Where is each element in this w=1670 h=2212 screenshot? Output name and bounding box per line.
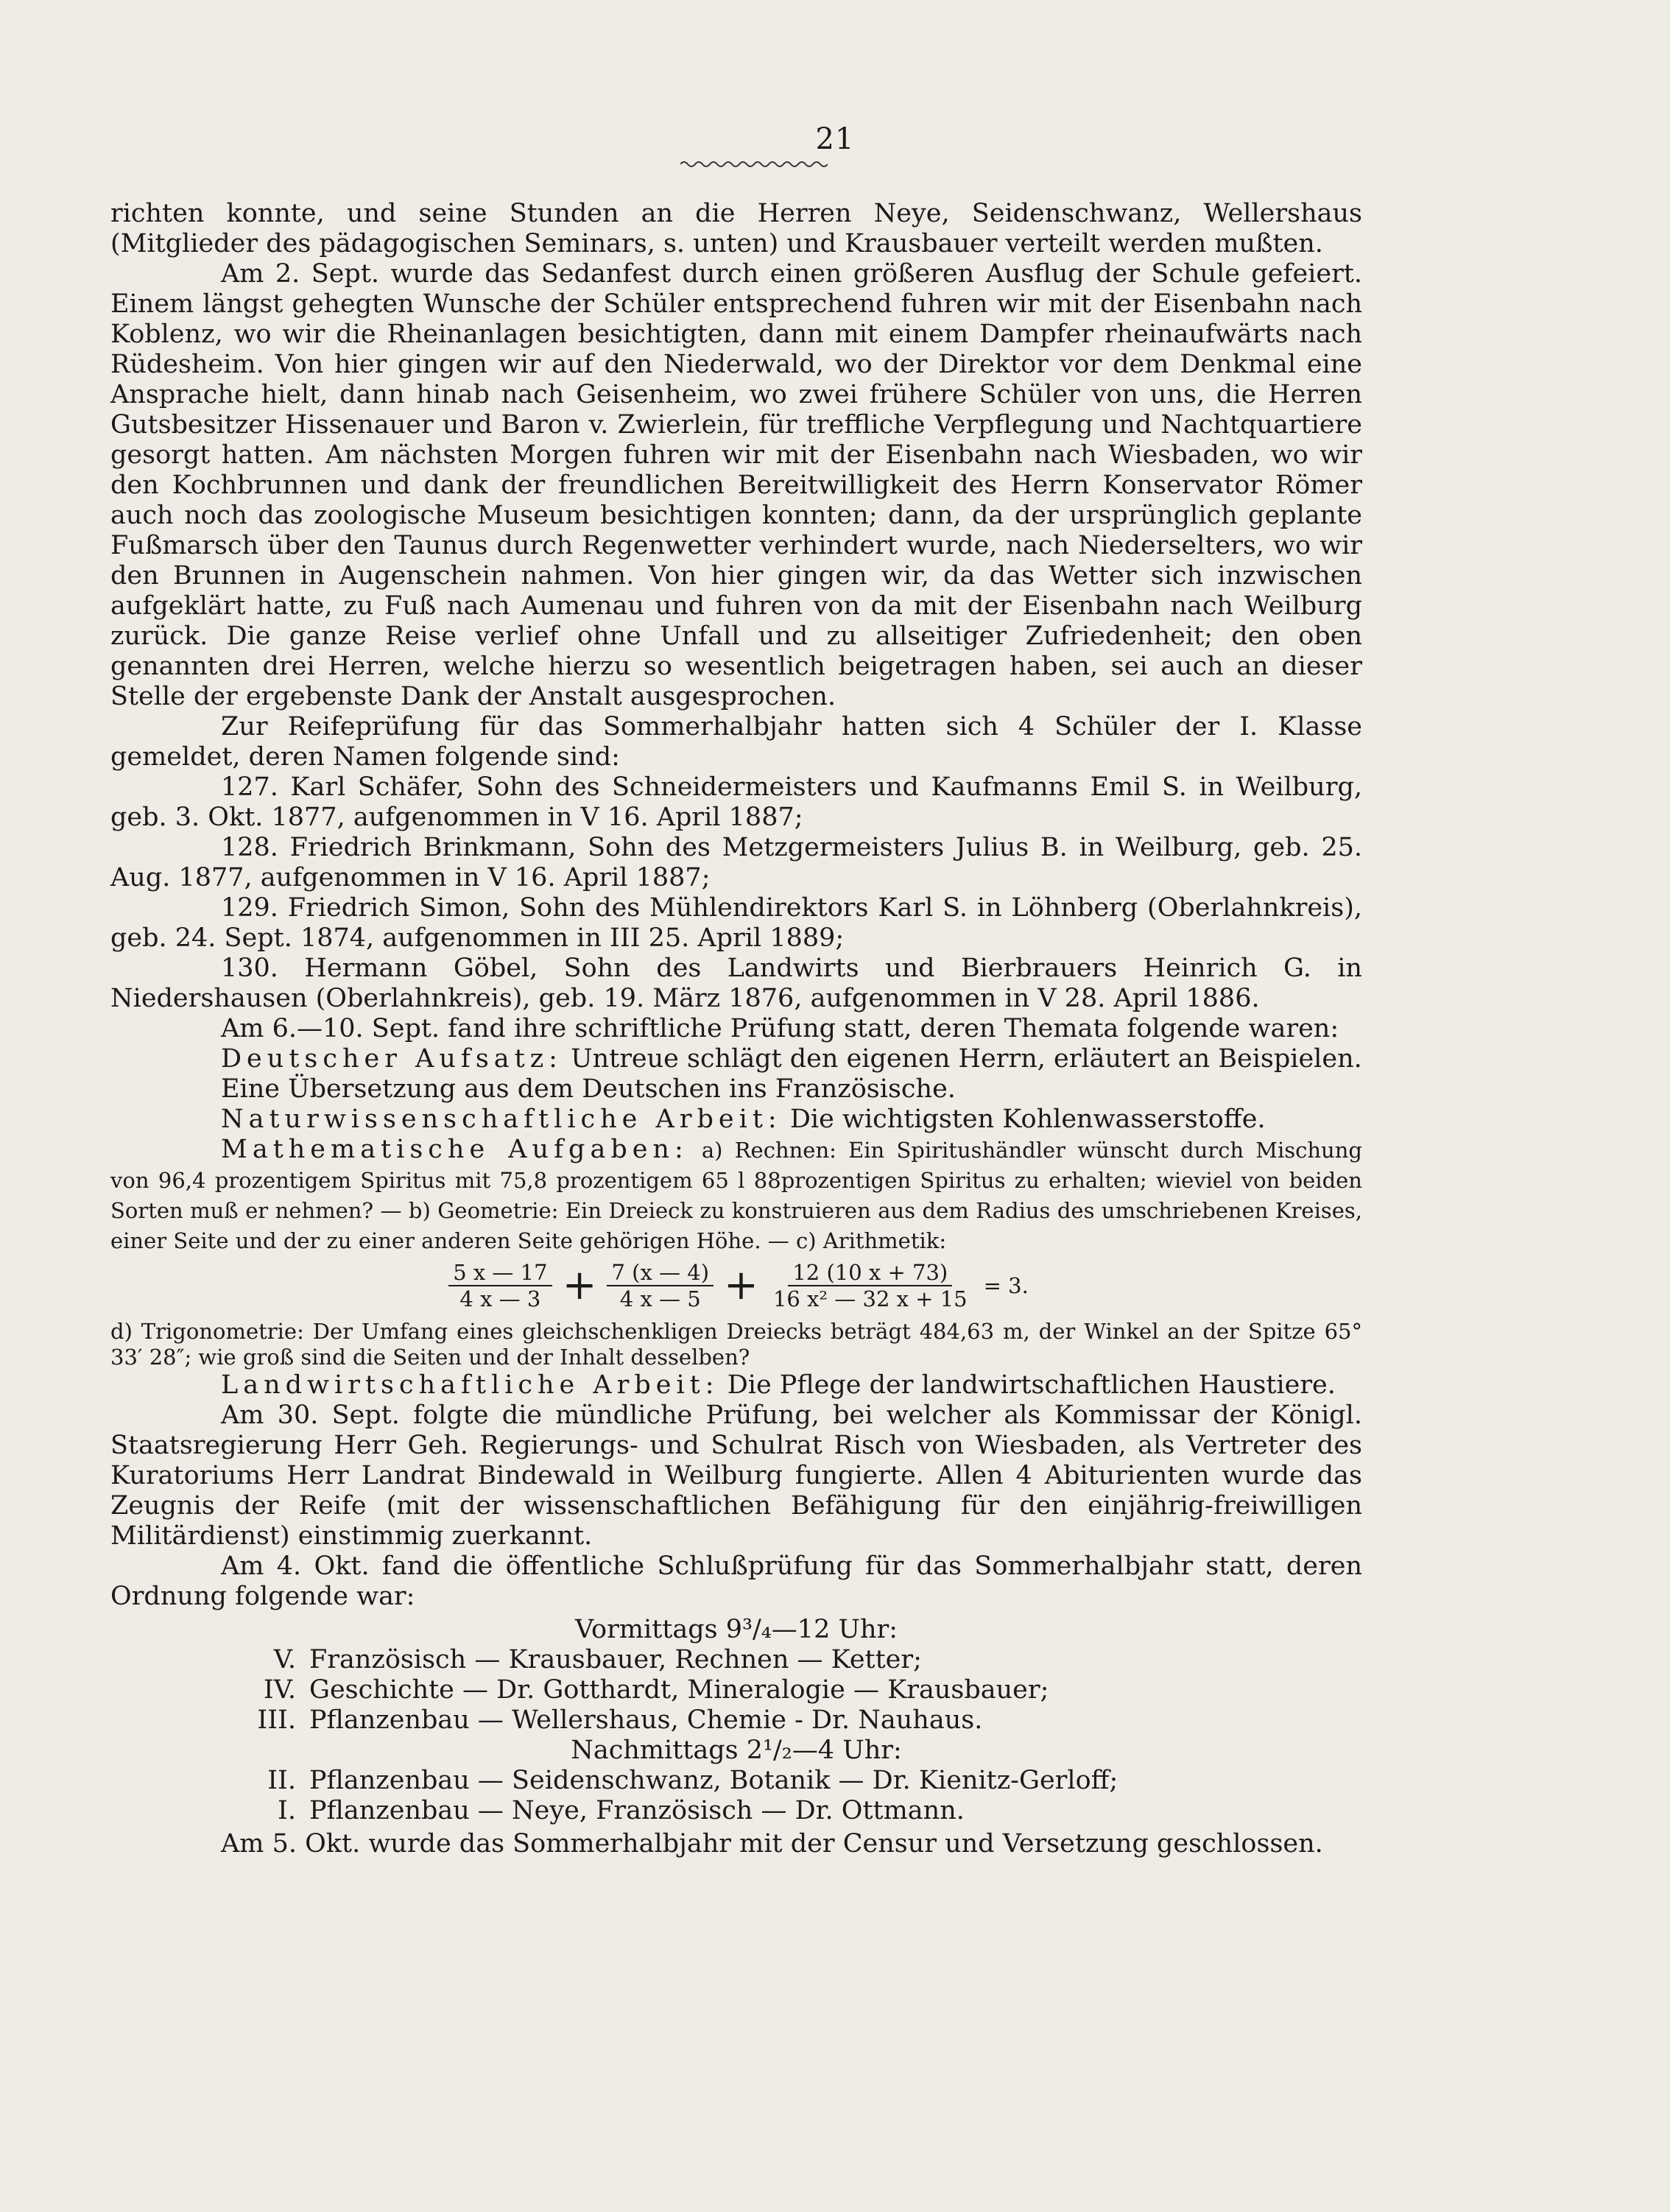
wavy-rule	[680, 159, 828, 169]
exam-land: Landwirtschaftliche Arbeit: Die Pflege der landwirtschaftlichen Haustiere.	[221, 1370, 1336, 1400]
fraction: $\frac{5 x — 17}{4 x — 3}$	[448, 1260, 552, 1311]
schedule-row: III. Pflanzenbau — Wellershaus, Chemie - Dr. Nauhaus.	[257, 1705, 983, 1735]
exam-trig: d) Trigonometrie: Der Umfang eines gleichschenkligen Dreiecks beträgt 484,63 m, der Winkel an der Spitze 65° 33′ 28″; wie groß sind die Seiten und der Inhalt desselben?	[110, 1319, 1362, 1370]
exam-mathe: Mathematische Aufgaben: a) Rechnen: Ein Spiritushändler wünscht durch Mischung von 96,4 prozentigem Spiritus mit 75,8 prozentigem 65 l 88prozentigen Spiritus zu erhalten; wieviel von beiden Sorten muß er nehmen? — b) Geometrie: Ein Dreieck zu konstruieren aus dem Radius des umschriebenen Kreises, einer Seite und der zu einer anderen Seite gehörigen Höhe. — c) Arithmetik:	[110, 1135, 1362, 1253]
equation: $\frac{5 x — 17}{4 x — 3}$ + $\frac{7 (x — 4)}{4 x — 5}$ + $\frac{12 (10 x + 73)}{\text{16 x² — 32 x + 15}}$ = 3.	[110, 1260, 1362, 1311]
paragraph-sedanfest: Am 2. Sept. wurde das Sedanfest durch einen größeren Ausflug der Schule gefeiert. Einem längst gehegten Wunsche der Schüler entsprechend fuhren wir mit der Eisenbahn nach Koblenz, wo wir die Rheinanlagen besichtigten, dann mit einem Dampfer rheinaufwärts nach Rüdesheim. Von hier gingen wir auf den Niederwald, wo der Direktor vor dem Denkmal eine Ansprache hielt, dann hinab nach Geisenheim, wo zwei frühere Schüler von uns, die Herren Gutsbesitzer Hissenauer und Baron v. Zwierlein, für treffliche Verpflegung und Nachtquartiere gesorgt hatten. Am nächsten Morgen fuhren wir mit der Eisenbahn nach Wiesbaden, wo wir den Kochbrunnen und dank der freundlichen Bereitwilligkeit des Herrn Konservator Römer auch noch das zoologische Museum besichtigen konnten; dann, da der ursprünglich geplante Fußmarsch über den Taunus durch Regenwetter verhindert wurde, nach Niederselters, wo wir den Brunnen in Augenschein nahmen. Von hier gingen wir, da das Wetter sich inzwischen aufgeklärt hatte, zu Fuß nach Aumenau und fuhren von da mit der Eisenbahn nach Weilburg zurück. Die ganze Reise verlief ohne Unfall und zu allseitiger Zufriedenheit; den oben genannten drei Herren, welche hierzu so wesentlich beigetragen haben, sei auch an dieser Stelle der ergebenste Dank der Anstalt ausgesprochen.	[110, 259, 1362, 711]
exam-uebersetzung: Eine Übersetzung aus dem Deutschen ins Französische.	[221, 1074, 956, 1104]
paragraph-oral: Am 30. Sept. folgte die mündliche Prüfung, bei welcher als Kommissar der Königl. Staatsregierung Herr Geh. Regierungs- und Schulrat Risch von Wiesbaden, als Vertreter des Kuratoriums Herr Landrat Bindewald in Weilburg fungierte. Allen 4 Abiturienten wurde das Zeugnis der Reife (mit der wissenschaftlichen Befähigung für den einjährig-freiwilligen Militärdienst) einstimmig zuerkannt.	[110, 1401, 1362, 1551]
paragraph-1: richten konnte, und seine Stunden an die Herren Neye, Seidenschwanz, Wellershaus (Mitglieder des pädagogischen Seminars, s. unten) und Krausbauer verteilt werden mußten.	[110, 199, 1362, 258]
candidate-entry: 128. Friedrich Brinkmann, Sohn des Metzgermeisters Julius B. in Weilburg, geb. 25. Aug. 1877, aufgenommen in V 16. April 1887;	[110, 833, 1362, 892]
candidate-entry: 129. Friedrich Simon, Sohn des Mühlendirektors Karl S. in Löhnberg (Oberlahnkreis), geb. 24. Sept. 1874, aufgenommen in III 25. April 1889;	[110, 893, 1362, 953]
schedule-row: II. Pflanzenbau — Seidenschwanz, Botanik — Dr. Kienitz-Gerloff;	[267, 1766, 1118, 1795]
body-text	[110, 199, 1362, 1859]
exam-intro: Am 6.—10. Sept. fand ihre schriftliche Prüfung statt, deren Themata folgende waren:	[221, 1014, 1339, 1043]
schedule-row: IV. Geschichte — Dr. Gotthardt, Mineralogie — Krausbauer;	[263, 1675, 1049, 1705]
paragraph-reifepruefung: Zur Reifeprüfung für das Sommerhalbjahr hatten sich 4 Schüler der I. Klasse gemeldet, deren Namen folgende sind:	[110, 712, 1362, 772]
schedule-afternoon-heading: Nachmittags 2¹/₂—4 Uhr:	[571, 1736, 902, 1765]
candidate-entry: 130. Hermann Göbel, Sohn des Landwirts und Bierbrauers Heinrich G. in Niedershausen (Oberlahnkreis), geb. 19. März 1876, aufgenommen in V 28. April 1886.	[110, 954, 1362, 1013]
page-number: 21	[815, 122, 855, 156]
candidate-entry: 127. Karl Schäfer, Sohn des Schneidermeisters und Kaufmanns Emil S. in Weilburg, geb. 3. Okt. 1877, aufgenommen in V 16. April 1887;	[110, 772, 1362, 832]
schedule-row: I. Pflanzenbau — Neye, Französisch — Dr. Ottmann.	[278, 1796, 965, 1825]
exam-deutsch: Deutscher Aufsatz: Untreue schlägt den eigenen Herrn, erläutert an Beispielen.	[221, 1044, 1362, 1074]
exam-natur: Naturwissenschaftliche Arbeit: Die wichtigsten Kohlenwasserstoffe.	[221, 1105, 1266, 1134]
fraction: $\frac{12 (10 x + 73)}{\text{16 x² — 32 x + 15}}$	[772, 1260, 968, 1311]
schedule	[110, 1615, 1362, 1826]
paragraph-closing: Am 5. Okt. wurde das Sommerhalbjahr mit der Censur und Versetzung geschlossen.	[221, 1829, 1323, 1859]
schedule-morning-heading: Vormittags 9³/₄—12 Uhr:	[574, 1615, 898, 1644]
fraction: $\frac{7 (x — 4)}{4 x — 5}$	[607, 1260, 714, 1311]
schedule-row: V. Französisch — Krausbauer, Rechnen — Ketter;	[273, 1645, 922, 1674]
paragraph-final: Am 4. Okt. fand die öffentliche Schlußprüfung für das Sommerhalbjahr statt, deren Ordnung folgende war:	[110, 1551, 1362, 1611]
